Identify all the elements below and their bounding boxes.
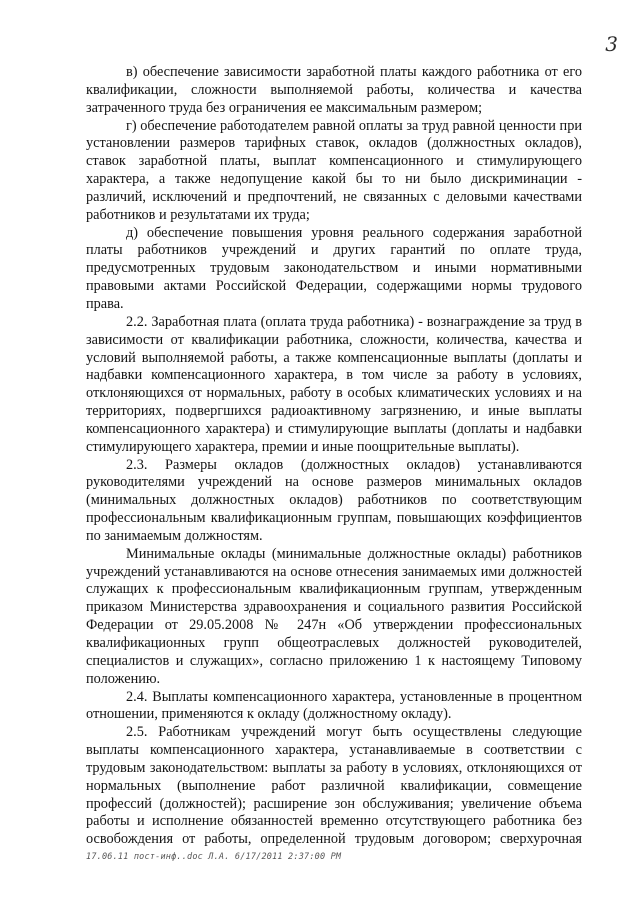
page-number: 3 bbox=[605, 32, 618, 56]
paragraph-2-4: 2.4. Выплаты компенсационного характера, установленные в процентном отношении, применяются к окладу (должностному окладу). bbox=[86, 688, 582, 723]
footer-file-info: 17.06.11 пост-инф..doc Л.А. 6/17/2011 2:37:00 PM bbox=[86, 852, 342, 862]
document-body bbox=[86, 64, 582, 849]
paragraph-2-3: 2.3. Размеры окладов (должностных окладов) устанавливаются руководителями учреждений на основе размеров минимальных окладов (минимальных должностных окладов) работников по соответствующим профессиональным квалификационным группам, повышающих коэффициентов по занимаемым должностям. bbox=[86, 456, 582, 544]
paragraph-v: в) обеспечение зависимости заработной платы каждого работника от его квалификации, сложности выполняемой работы, количества и качества затраченного труда без ограничения ее максимальным размером; bbox=[86, 64, 582, 116]
paragraph-minimal-salaries: Минимальные оклады (минимальные должностные оклады) работников учреждений устанавливаются на основе отнесения занимаемых ими должностей служащих к профессиональным квалификационным группам, утвержденным приказом Министерства здравоохранения и социального развития Российской Федерации от 29.05.2008 № 247н «Об утверждении профессиональных квалификационных групп общеотраслевых должностей руководителей, специалистов и служащих», согласно приложению 1 к настоящему Типовому положению. bbox=[86, 545, 582, 687]
paragraph-d: д) обеспечение повышения уровня реального содержания заработной платы работников учреждений и других гарантий по оплате труда, предусмотренных трудовым законодательством и иными нормативными правовыми актами Российской Федерации, содержащими нормы трудового права. bbox=[86, 224, 582, 312]
paragraph-g: г) обеспечение работодателем равной оплаты за труд равной ценности при установлении размеров тарифных ставок, окладов (должностных окладов), ставок заработной платы, выплат компенсационного и стимулирующего характера, а также недопущение какой бы то ни было дискриминации - различий, исключений и предпочтений, не связанных с деловыми качествами работников и результатами их труда; bbox=[86, 117, 582, 223]
paragraph-2-5: 2.5. Работникам учреждений могут быть осуществлены следующие выплаты компенсационного характера, устанавливаемые в соответствии с трудовым законодательством: выплаты за работу в условиях, отклоняющихся от нормальных (выполнение работ различной квалификации, совмещение профессий (должностей); расширение зон обслуживания; увеличение объема работы и исполнение обязанностей временно отсутствующего работника без освобождения от работы, определенной трудовым договором; сверхурочная bbox=[86, 724, 582, 848]
paragraph-2-2: 2.2. Заработная плата (оплата труда работника) - вознаграждение за труд в зависимости от квалификации работника, сложности, количества, качества и условий выполняемой работы, а также компенсационные выплаты (доплаты и надбавки компенсационного характера, в том числе за работу в условиях, отклоняющихся от нормальных, работу в особых климатических условиях и на территориях, подвергшихся радиоактивному загрязнению, и иные выплаты компенсационного характера) и стимулирующие выплаты (доплаты и надбавки стимулирующего характера, премии и иные поощрительные выплаты). bbox=[86, 313, 582, 455]
